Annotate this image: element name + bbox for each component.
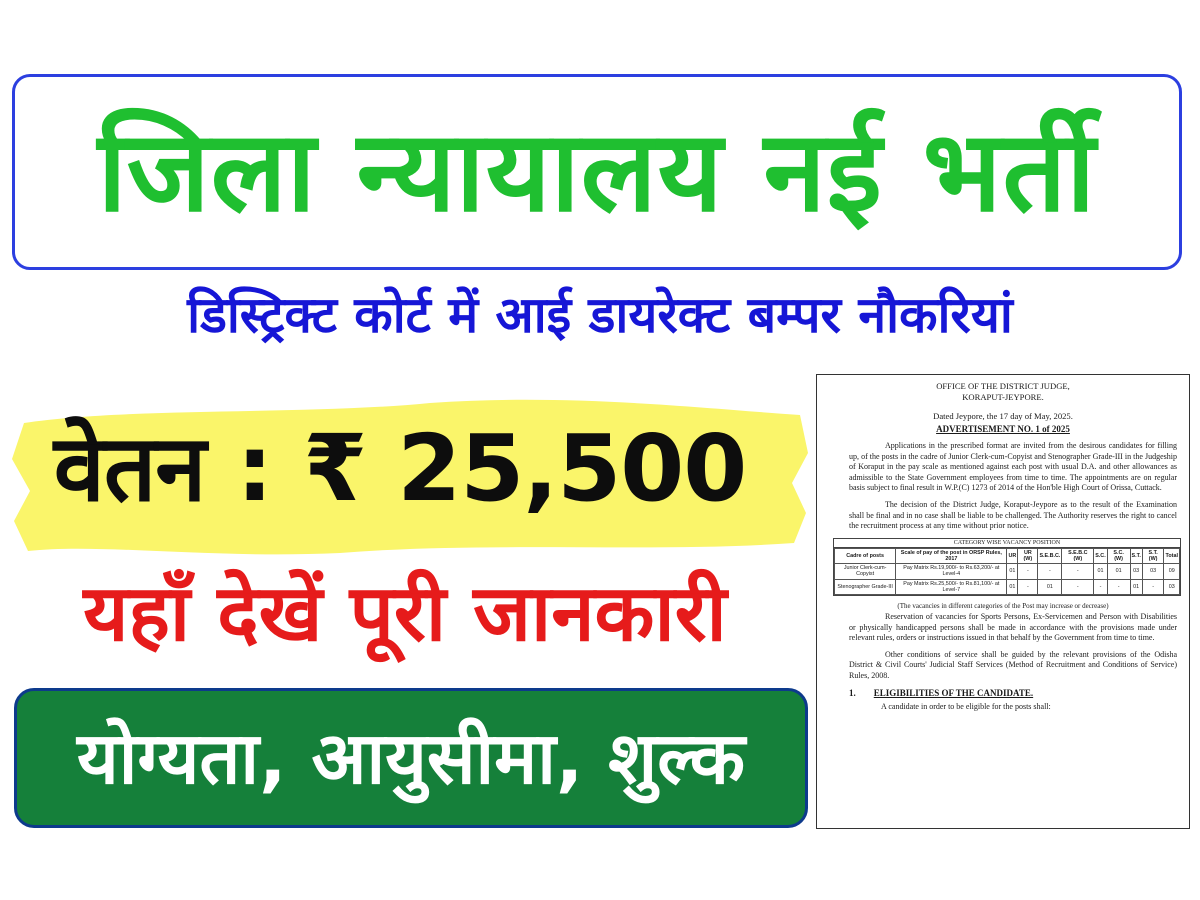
vacancy-table-header: Total	[1164, 548, 1180, 563]
vacancy-table-cell: -	[1107, 579, 1130, 594]
doc-dated: Dated Jeypore, the 17 day of May, 2025.	[933, 411, 1073, 421]
vacancy-table-cell: -	[1062, 564, 1094, 579]
doc-office-line1: OFFICE OF THE DISTRICT JUDGE,	[936, 381, 1070, 391]
vacancy-table-header: S.T. (W)	[1142, 548, 1164, 563]
advertisement-document	[816, 374, 1190, 829]
vacancy-table-header: S.C.	[1094, 548, 1107, 563]
doc-para-4: Other conditions of service shall be guided by the relevant provisions of the Odisha District & Civil Courts' Judicial Staff Services (Method of Recruitment and Conditions of Service) Rules, 2008.	[849, 649, 1177, 680]
vacancy-table-row	[835, 564, 1180, 579]
vacancy-table-cell: -	[1094, 579, 1107, 594]
subheadline: डिस्ट्रिक्ट कोर्ट में आई डायरेक्ट बम्पर नौकरियां	[187, 286, 1013, 344]
doc-last-line: A candidate in order to be eligible for the posts shall:	[881, 701, 1051, 711]
vacancy-table-cell: 03	[1142, 564, 1164, 579]
vacancy-table-header: Scale of pay of the post in ORSP Rules, 2017	[896, 548, 1007, 563]
vacancy-table-cell: 03	[1164, 579, 1180, 594]
vacancy-table-cell: -	[1018, 579, 1038, 594]
doc-section-heading: 1. ELIGIBILITIES OF THE CANDIDATE.	[849, 687, 1034, 698]
vacancy-table-cell: 01	[1107, 564, 1130, 579]
doc-advertisement-no: ADVERTISEMENT NO. 1 of 2025	[936, 424, 1070, 434]
vacancy-table-cell: 01	[1007, 564, 1018, 579]
salary-text: वेतन : ₹ 25,500	[53, 415, 747, 522]
doc-vacancy-note: (The vacancies in different categories of the Post may increase or decrease)	[897, 601, 1109, 610]
vacancy-table-cell: Pay Matrix Rs.25,500/- to Rs.81,100/- at Level-7	[896, 579, 1007, 594]
vacancy-table-cell: 01	[1094, 564, 1107, 579]
vacancy-table-header: S.E.B.C.	[1038, 548, 1062, 563]
eligibility-text: योग्यता, आयुसीमा, शुल्क	[76, 716, 746, 800]
vacancy-table-cell: -	[1142, 579, 1164, 594]
headline-box	[12, 74, 1182, 270]
salary-highlight	[10, 393, 810, 558]
vacancy-table-cell: 01	[1130, 579, 1142, 594]
doc-office-line2: KORAPUT-JEYPORE.	[962, 392, 1044, 402]
vacancy-table-cell: -	[1018, 564, 1038, 579]
vacancy-table-header: UR	[1007, 548, 1018, 563]
vacancy-table-header: UR (W)	[1018, 548, 1038, 563]
vacancy-table-header: S.C. (W)	[1107, 548, 1130, 563]
vacancy-table-cell: 03	[1130, 564, 1142, 579]
vacancy-table-cell: Junior Clerk-cum-Copyist	[835, 564, 896, 579]
vacancy-table-header: S.E.B.C (W)	[1062, 548, 1094, 563]
vacancy-table-cell: -	[1038, 564, 1062, 579]
details-link[interactable]: यहाँ देखें पूरी जानकारी	[83, 569, 727, 659]
vacancy-table	[834, 548, 1180, 595]
vacancy-table-cell: 01	[1038, 579, 1062, 594]
vacancy-table-box	[833, 538, 1181, 596]
vacancy-table-row	[835, 579, 1180, 594]
vacancy-table-header: S.T.	[1130, 548, 1142, 563]
doc-para-2: The decision of the District Judge, Koraput-Jeypore as to the result of the Examination shall be final and in no case shall be liable to be challenged. The Authority reserves the right to cancel the recruitment process at any time without prior notice.	[849, 499, 1177, 531]
vacancy-table-caption: CATEGORY WISE VACANCY POSITION	[834, 539, 1180, 548]
doc-para-1: Applications in the prescribed format are invited from the desirous candidates for filling up, of the posts in the cadre of Junior Clerk-cum-Copyist and Stenographer Grade-III in the Judgeship of Koraput in the pay scale as mentioned against each post with usual D.A. and other allowances as admissible to the State Government employees from time to time. The appointments are on regular basis subject to final result in W.P.(C) 1273 of 2014 of the Hon'ble High Court of Orissa, Cuttack.	[849, 441, 1177, 493]
vacancy-table-cell: -	[1062, 579, 1094, 594]
eligibility-banner[interactable]	[14, 688, 808, 828]
headline: जिला न्यायालय नई भर्ती	[97, 107, 1097, 237]
doc-para-3: Reservation of vacancies for Sports Persons, Ex-Servicemen and Person with Disabilities or physically handicapped persons shall be made in accordance with the provisions made under relevant rules, orders or instructions issued in that behalf by the Government from time to time.	[849, 611, 1177, 643]
vacancy-table-header: Cadre of posts	[835, 548, 896, 563]
vacancy-table-cell: Stenographer Grade-III	[835, 579, 896, 594]
vacancy-table-cell: 09	[1164, 564, 1180, 579]
vacancy-table-cell: Pay Matrix Rs.19,900/- to Rs.63,200/- at Level-4	[896, 564, 1007, 579]
vacancy-table-cell: 01	[1007, 579, 1018, 594]
